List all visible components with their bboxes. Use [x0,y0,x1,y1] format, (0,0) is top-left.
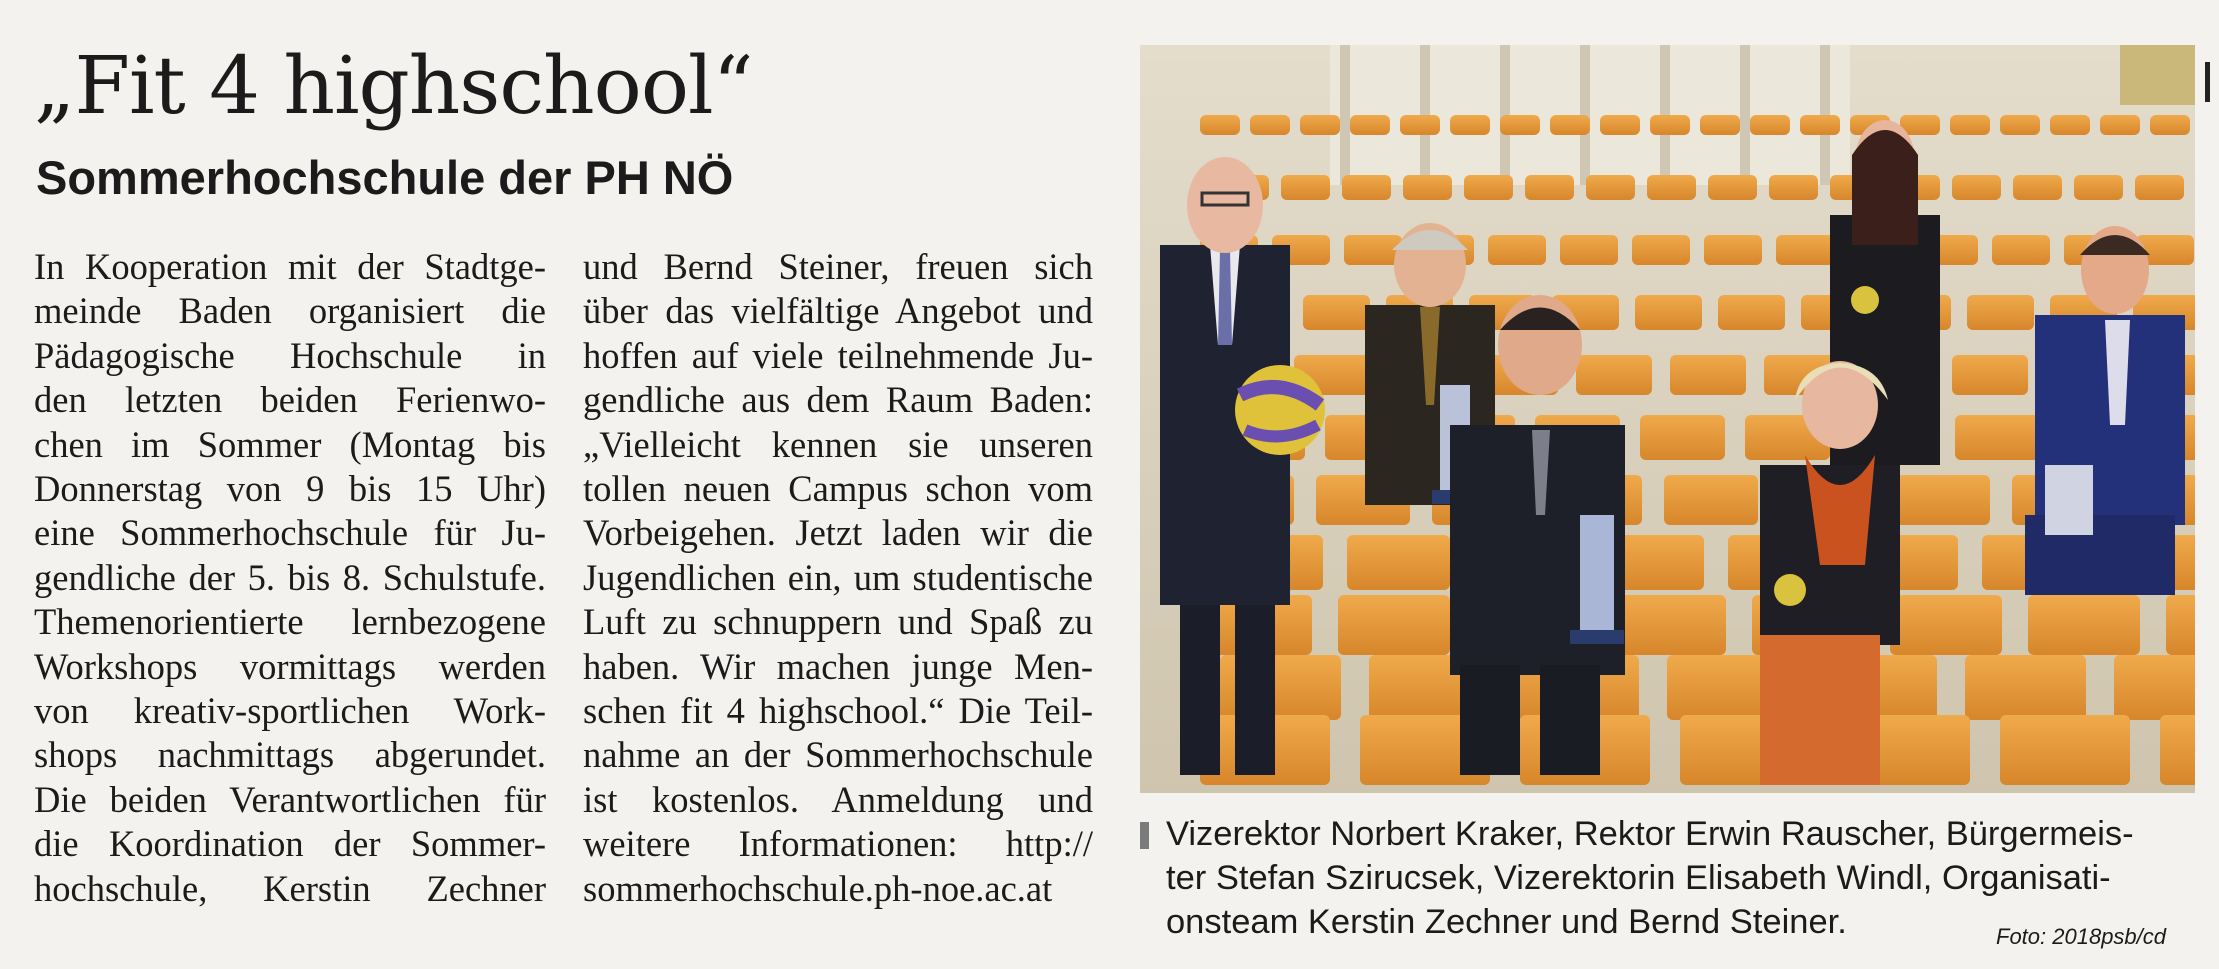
caption-marker [1140,822,1149,849]
text-line: nahme an der Sommerhochschule [583,734,1093,776]
seat [2000,115,2040,135]
seat [1952,175,2001,200]
text-line: und Bernd Steiner, freuen sich [583,246,1093,287]
text-line: den letzten beiden Ferienwo- [34,379,546,421]
seat [1281,175,1330,200]
seat [2074,175,2123,200]
seat [2100,115,2140,135]
seat [1635,295,1702,330]
seat [1600,115,1640,135]
seat [1704,235,1762,265]
seat [1488,235,1546,265]
seat [1890,595,2002,655]
text-line: eine Sommerhochschule für Ju- [34,512,546,554]
text-line: Donnerstag von 9 bis 15 Uhr) [34,468,546,510]
seat [1403,175,1452,200]
text-line: gendliche aus dem Raum Baden: [583,379,1093,421]
text-line: hoffen auf viele teilnehmende Ju- [583,334,1093,376]
headline: „Fit 4 highschool“ [34,39,753,132]
text-line: haben. Wir machen junge Men- [583,645,1093,687]
seat [1800,115,1840,135]
seat [1647,175,1696,200]
seat [2114,655,2195,720]
page-edge-mark [2205,62,2210,102]
text-line: von kreativ-sportlichen Work- [34,690,546,732]
seat [1965,655,2086,720]
seat [1650,115,1690,135]
seat [2028,595,2140,655]
caption-line: onsteam Kerstin Zechner und Bernd Steiner. [1166,903,1847,941]
text-line: über das vielfältige Angebot und [583,290,1093,332]
seat [1464,175,1513,200]
text-line: „Vielleicht kennen sie unseren [583,423,1093,465]
text-line: ist kostenlos. Anmeldung und [583,778,1093,820]
text-line: hochschule, Kerstin Zechner [34,867,546,909]
group-photo [1140,45,2195,793]
seat [1347,535,1450,590]
text-line: Die beiden Verantwortlichen für [34,778,546,820]
seat [1560,235,1618,265]
seat [1550,115,1590,135]
text-line: die Koordination der Sommer- [34,823,546,865]
seat [1955,415,2040,460]
text-line: Themenorientierte lernbezogene [34,601,546,643]
seat [2135,175,2184,200]
text-line: shops nachmittags abgerundet. [34,734,546,776]
text-line: schen fit 4 highschool.“ Die Teil- [583,690,1093,732]
seat [1670,355,1746,395]
seat [1952,355,2028,395]
seat [1700,115,1740,135]
seat [2150,115,2190,135]
seat [1200,115,1240,135]
caption-line: ter Stefan Szirucsek, Vizerektorin Elisabeth Windl, Organisati- [1166,859,2111,897]
text-line: Pädagogische Hochschule in [34,334,546,376]
seat [2000,715,2130,785]
seat [1338,595,1450,655]
text-line: weitere Informationen: http:// [583,823,1093,865]
text-line: Vorbeigehen. Jetzt laden wir die [583,512,1093,554]
seat [1632,235,1690,265]
seat [1750,115,1790,135]
seat [2160,715,2195,785]
seat [2013,175,2062,200]
seat [1525,175,1574,200]
seat [2166,595,2195,655]
seat [1992,235,2050,265]
seat [1640,415,1725,460]
seat [1967,295,2034,330]
article-column-1 [34,245,546,911]
seat [1500,115,1540,135]
seat [1614,595,1726,655]
seat [2050,115,2090,135]
seat [1450,115,1490,135]
text-line: Workshops vormittags werden [34,645,546,687]
text-line: tollen neuen Campus schon vom [583,468,1093,510]
caption-line: Vizerektor Norbert Kraker, Rektor Erwin Rauscher, Bürgermeis- [1166,815,2134,853]
seat [1300,115,1340,135]
text-line: gendliche der 5. bis 8. Schulstufe. [34,556,546,598]
seat [1718,295,1785,330]
seat [1400,115,1440,135]
text-line: Luft zu schnuppern und Spaß zu [583,601,1093,643]
seat [1586,175,1635,200]
text-line: meinde Baden organisiert die [34,290,546,332]
article-column-2 [583,245,1093,911]
seat [1664,475,1758,525]
subheadline: Sommerhochschule der PH NÖ [36,151,734,204]
seat [1896,475,1990,525]
group-photo-illustration [1140,45,2195,793]
seat [1950,115,1990,135]
seat [1576,355,1652,395]
seat [1350,115,1390,135]
ball-icon [1235,365,1325,455]
text-line: Jugendlichen ein, um studentische [583,556,1093,598]
seat [1769,175,1818,200]
text-line: In Kooperation mit der Stadtge- [34,246,546,287]
text-line: sommerhochschule.ph-noe.ac.at [583,867,1053,909]
seat [1708,175,1757,200]
photo-credit: Foto: 2018psb/cd [1996,924,2167,949]
seat [1303,295,1370,330]
text-line: chen im Sommer (Montag bis [34,423,546,465]
seat [1776,235,1834,265]
seat [1342,175,1391,200]
seat [1250,115,1290,135]
